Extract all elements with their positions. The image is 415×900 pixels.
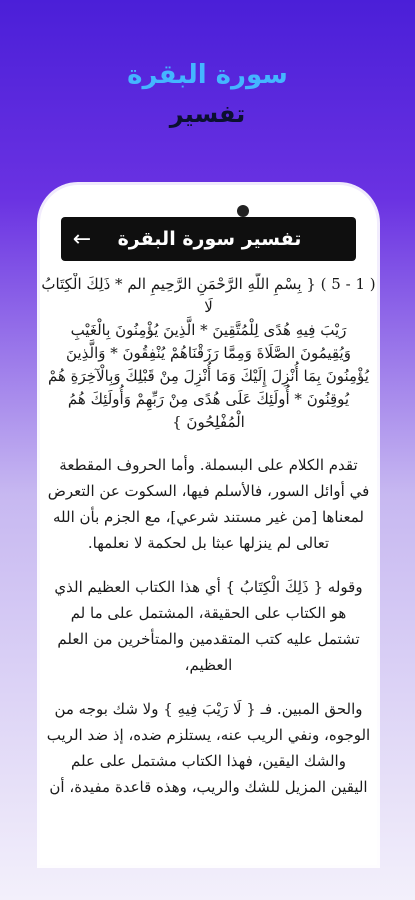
phone-frame bbox=[40, 185, 377, 865]
tafsir-paragraph: تقدم الكلام على البسملة. وأما الحروف المقطعة في أوائل السور، فالأسلم فيها، السكوت عن التعرض لمعناها [من غير مستند شرعي]، مع الجزم بأن الله تعالى لم ينزلها عبثا بل لحكمة لا نعلمها. bbox=[47, 456, 370, 552]
tafsir-paragraph: والحق المبين. فـ { لَا رَيْبَ فِيهِ } ولا شك بوجه من الوجوه، ونفي الريب عنه، يستلزم ضده، إذ ضد الريب والشك اليقين، فهذا الكتاب مشتمل على علم اليقين المزيل للشك والريب، وهذه قاعدة مفيدة، أن bbox=[46, 700, 371, 796]
page-title: تفسير سورة البقرة bbox=[117, 228, 302, 250]
app-bar bbox=[61, 217, 356, 261]
promo-subtitle: تفسير bbox=[169, 100, 246, 128]
promo-title: سورة البقرة bbox=[127, 60, 288, 90]
camera-dot bbox=[237, 205, 249, 217]
arrow-left-icon[interactable]: ← bbox=[72, 226, 92, 252]
tafsir-content[interactable] bbox=[40, 273, 377, 865]
tafsir-paragraph: وقوله { ذَلِكَ الْكِتَابُ } أي هذا الكتاب العظيم الذي هو الكتاب على الحقيقة، المشتمل على ما لم تشتمل عليه كتب المتقدمين والمتأخرين من العلم العظيم، bbox=[54, 578, 363, 674]
ayah-text: ( 1 - 5 ) { بِسْمِ اللَّهِ الرَّحْمَنِ الرَّحِيمِ الم * ذَلِكَ الْكِتَابُ لَا رَيْبَ فِيهِ هُدًى لِلْمُتَّقِينَ * الَّذِينَ يُؤْمِنُونَ بِالْغَيْبِ وَيُقِيمُونَ الصَّلَاةَ وَمِمَّا رَزَقْنَاهُمْ يُنْفِقُونَ * وَالَّذِينَ يُؤْمِنُونَ بِمَا أُنْزِلَ إِلَيْكَ وَمَا أُنْزِلَ مِنْ قَبْلِكَ وَبِالْآخِرَةِ هُمْ يُوقِنُونَ * أُولَئِكَ عَلَى هُدًى مِنْ رَبِّهِمْ وَأُولَئِكَ هُمُ الْمُفْلِحُونَ } bbox=[41, 275, 376, 431]
